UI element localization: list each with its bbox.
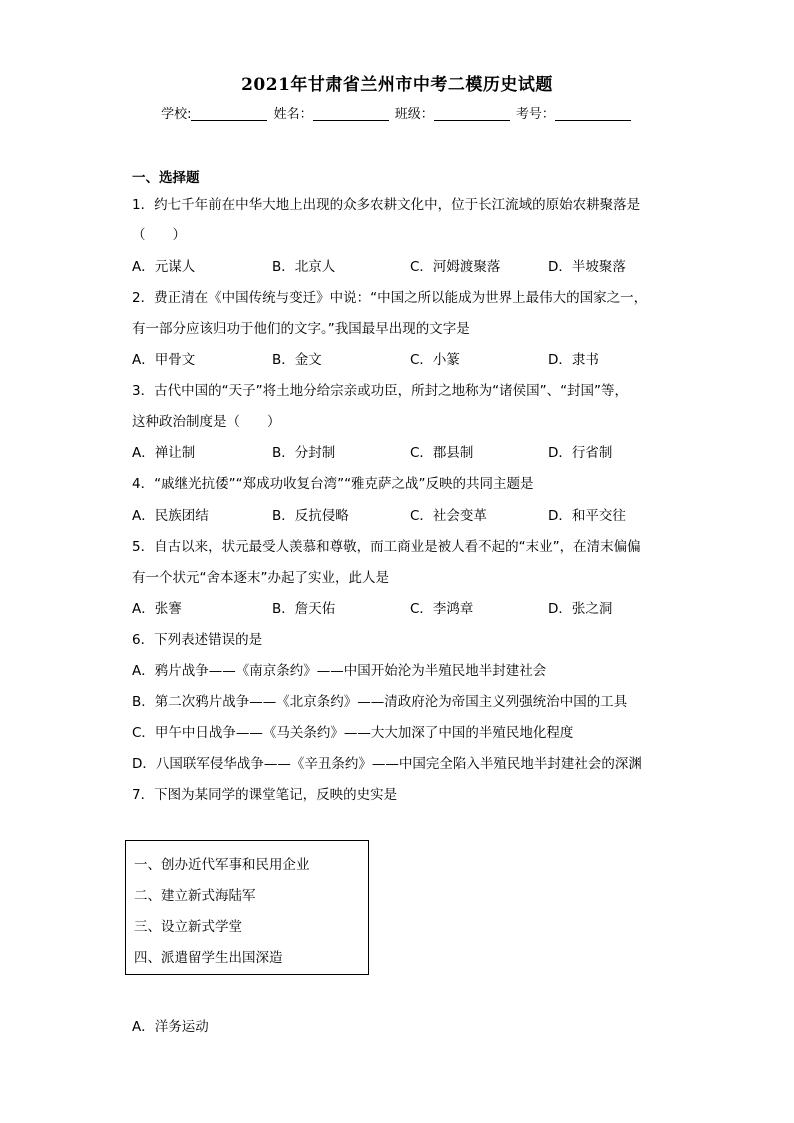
question-3-option-c: C．郡县制 (410, 445, 474, 461)
question-3-stem-line1: 3．古代中国的“天子”将土地分给宗亲或功臣，所封之地称为“诸侯国”、“封国”等， (132, 383, 629, 399)
question-2-option-d: D．隶书 (548, 352, 599, 368)
school-blank[interactable] (191, 106, 267, 121)
question-1-stem-line1: 1．约七千年前在中华大地上出现的众多农耕文化中，位于长江流域的原始农耕聚落是 (132, 197, 641, 213)
question-7-option-a: A．洋务运动 (132, 1019, 209, 1035)
school-label: 学校: (161, 107, 192, 122)
exam-title: 2021年甘肃省兰州市中考二模历史试题 (241, 75, 553, 95)
exam-no-label: 考号： (515, 107, 555, 122)
question-3-option-d: D．行省制 (548, 445, 613, 461)
question-6-option-a: A．鸦片战争——《南京条约》——中国开始沦为半殖民地半封建社会 (132, 663, 547, 679)
question-4-stem-line1: 4．“戚继光抗倭”“郑成功收复台湾”“雅克萨之战”反映的共同主题是 (132, 476, 534, 492)
class-notes-box (125, 840, 369, 975)
question-1-option-a: A．元谋人 (132, 259, 196, 275)
question-5-option-b: B．詹天佑 (272, 601, 336, 617)
exam-no-blank[interactable] (555, 106, 631, 121)
question-6-stem-line1: 6．下列表述错误的是 (132, 632, 263, 648)
section-heading: 一、选择题 (132, 170, 200, 186)
question-5-stem-line1: 5．自古以来，状元最受人羡慕和尊敬，而工商业是被人看不起的“末业”，在清末偏偏 (132, 539, 641, 555)
class-blank[interactable] (434, 106, 510, 121)
student-info-line (0, 103, 794, 122)
notes-item-1: 一、创办近代军事和民用企业 (134, 857, 310, 873)
question-3-option-a: A．禅让制 (132, 445, 196, 461)
name-label: 姓名： (273, 107, 313, 122)
question-6-option-c: C．甲午中日战争——《马关条约》——大大加深了中国的半殖民地化程度 (132, 725, 574, 741)
notes-item-2: 二、建立新式海陆军 (134, 888, 256, 904)
question-4-option-d: D．和平交往 (548, 508, 626, 524)
class-label: 班级： (394, 107, 434, 122)
question-3-option-b: B．分封制 (272, 445, 336, 461)
question-1-option-b: B．北京人 (272, 259, 336, 275)
question-6-option-b: B．第二次鸦片战争——《北京条约》——清政府沦为帝国主义列强统治中国的工具 (132, 694, 628, 710)
question-2-stem-line2: 有一部分应该归功于他们的文字。”我国最早出现的文字是 (132, 321, 470, 337)
question-6-option-d: D．八国联军侵华战争——《辛丑条约》——中国完全陷入半殖民地半封建社会的深渊 (132, 756, 642, 772)
question-2-option-a: A．甲骨文 (132, 352, 196, 368)
notes-item-3: 三、设立新式学堂 (134, 919, 242, 935)
question-7-stem-line1: 7．下图为某同学的课堂笔记，反映的史实是 (132, 787, 398, 803)
question-1-option-c: C．河姆渡聚落 (410, 259, 501, 275)
question-3-stem-line2: 这种政治制度是（ ） (132, 414, 281, 430)
question-4-option-b: B．反抗侵略 (272, 508, 349, 524)
question-5-option-d: D．张之洞 (548, 601, 613, 617)
question-5-option-c: C．李鸿章 (410, 601, 474, 617)
question-4-option-a: A．民族团结 (132, 508, 209, 524)
question-4-option-c: C．社会变革 (410, 508, 487, 524)
question-2-option-c: C．小篆 (410, 352, 460, 368)
question-1-option-d: D．半坡聚落 (548, 259, 626, 275)
question-2-option-b: B．金文 (272, 352, 322, 368)
question-5-stem-line2: 有一个状元“舍本逐末”办起了实业，此人是 (132, 570, 389, 586)
question-1-stem-line2: （ ） (132, 227, 186, 243)
question-2-stem-line1: 2．费正清在《中国传统与变迁》中说：“中国之所以能成为世界上最伟大的国家之一， (132, 290, 648, 306)
notes-item-4: 四、派遣留学生出国深造 (134, 950, 283, 966)
name-blank[interactable] (313, 106, 389, 121)
question-5-option-a: A．张謇 (132, 601, 182, 617)
